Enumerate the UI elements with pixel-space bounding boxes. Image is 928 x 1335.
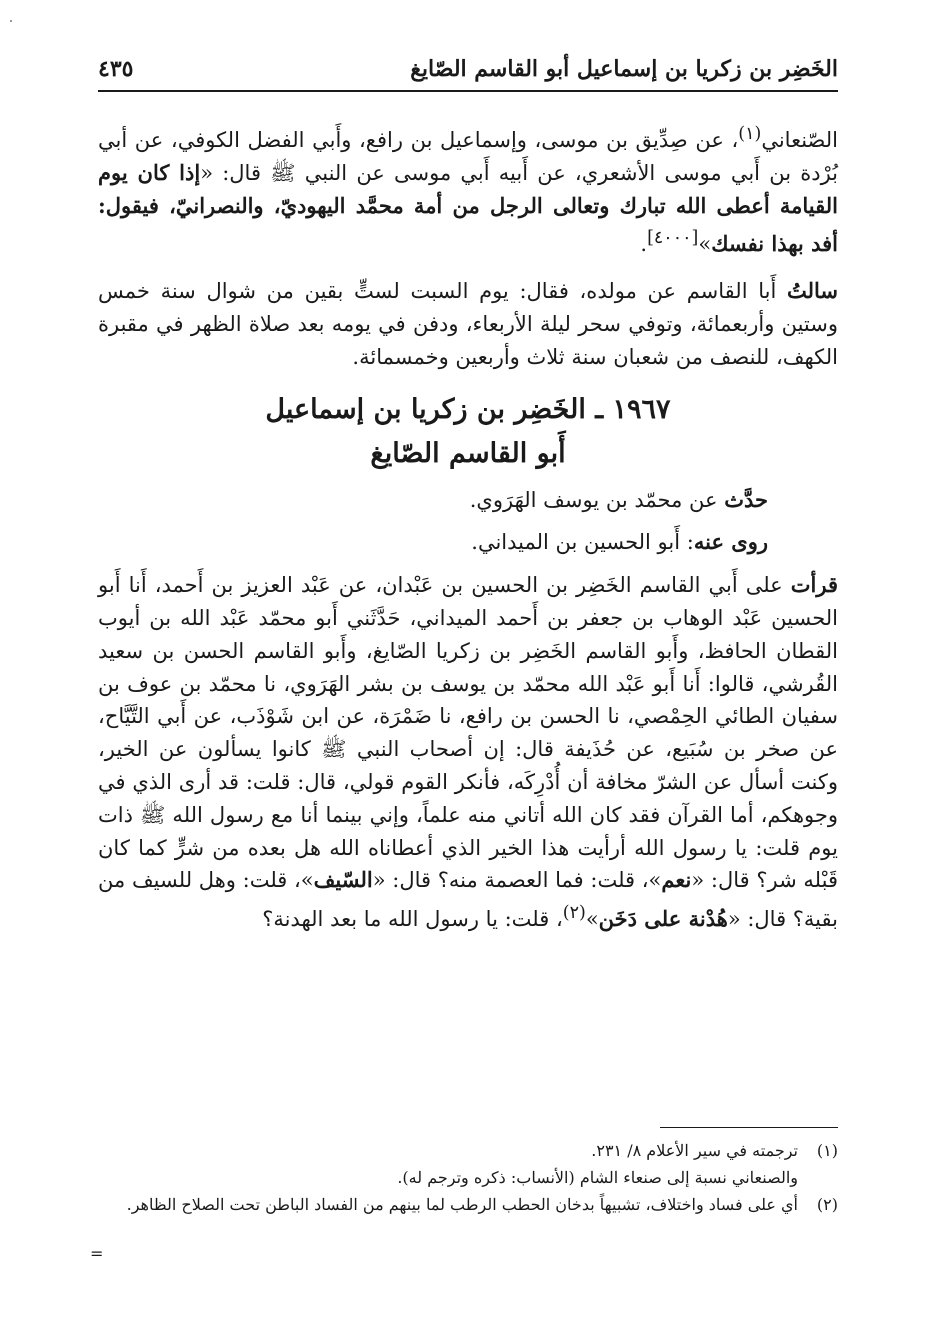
running-head: الخَضِر بن زكريا بن إسماعيل أبو القاسم الصّايغ <box>410 56 838 82</box>
footnote-ref: (٢) <box>562 903 586 924</box>
field-hadath <box>98 484 838 517</box>
footnote-text: ترجمته في سير الأعلام ٨/ ٢٣١. <box>591 1141 798 1160</box>
main-text <box>98 118 838 936</box>
text-run: »، قلت: فما العصمة منه؟ قال: « <box>372 868 662 893</box>
field-label: حدَّث <box>724 486 768 512</box>
lead-word: قرأت <box>790 572 838 598</box>
footnote-text: أي على فساد واختلاف، تشبيهاً بدخان الحطب الرطب لما بينهم من الفساد الباطن تحت الصلاح الظاهر. <box>126 1195 798 1214</box>
text-run: ، عن صِدِّيق بن موسى، وإسماعيل بن رافع، وأَبي الفضل الكوفي، عن أبي بُرْدة بن أَبي موسى الأشعري، عن أَبيه أَبي موسى عن النبي ﷺ قال: « <box>98 128 839 185</box>
page-number: ٤٣٥ <box>98 56 134 82</box>
footnote-2 <box>98 1191 838 1218</box>
text-run: ، قلت: يا رسول الله ما بعد الهدنة؟ <box>262 907 563 932</box>
page-header <box>98 52 838 92</box>
quote-bold: هُدْنة على دَخَن <box>598 906 728 932</box>
text-run: » <box>585 907 599 932</box>
text-run: أَبا القاسم عن مولده، فقال: يوم السبت لستٍّ بقين من شوال سنة خمس وستين وأربعمائة، وتوفي سحر ليلة الأربعاء، ودفن في يومه بعد صلاة الظهر في مقبرة الكهف، للنصف من شعبان سنة ثلاث وأربعين وخمسمائة. <box>98 279 838 369</box>
field-value: عن محمّد بن يوسف الهَرَوي. <box>469 487 725 512</box>
scan-speck <box>10 20 12 22</box>
lead-word: سالتُ <box>786 278 838 304</box>
text-run: الصّنعاني <box>761 128 838 152</box>
field-rawa <box>98 526 838 559</box>
footnote-1 <box>98 1137 838 1164</box>
quote-bold: نعم <box>661 867 692 893</box>
entry-title-line-2: أَبو القاسم الصّايغ <box>370 437 566 469</box>
footnote-separator <box>660 1127 838 1128</box>
quote-bold: السّيف <box>313 867 373 893</box>
footnote-ref: (١) <box>738 124 762 144</box>
footnote-number: (١) <box>816 1141 838 1160</box>
text-run: »، قلت: وهل للسيف من بقية؟ قال: « <box>98 868 838 932</box>
text-run: على أَبي القاسم الخَضِر بن الحسين بن عَبْدان، عن عَبْد العزيز بن أَحمد، أَنا أَبو الحسين عَبْد الوهاب بن جعفر بن أَحمد الميداني، حَدَّثَني أَبو محمّد عَبْد الله بن أيوب القطان الحافظ، وأَبو القاسم الخَضِر بن زكريا الصّايغ، وأَبو القاسم الحسن بن سعيد القُرشي، قالوا: أَنا أَبو عَبْد الله محمّد بن يوسف بن بشر الهَرَوي، نا محمّد بن عوف بن سفيان الطائي الحِمْصي، نا الحسن بن رافع، نا ضَمْرَة، عن ابن شَوْذَب، عن أَبي التَّيَّاح، عن صخر بن سُبَيع، عن حُذَيفة قال: إن أصحاب النبي ﷺ كانوا يسألون عن الخير، وكنت أسأل عن الشرّ مخافة أن أُدْرِكَه، فأنكر القوم قولي، قال: قلت: قد أرى الذي في وجوهكم، أما القرآن فقد كان الله أتاني منه علماً، وإني بينما أنا مع رسول الله ﷺ ذات يوم قلت: يا رسول الله أرأيت هذا الخير الذي أعطاناه الله هل بعده من شرٍّ كما كان قَبْله شر؟ قال: « <box>98 573 839 893</box>
hadith-number: [٤٠٠٠] <box>647 228 699 249</box>
entry-title-line-1: ١٩٦٧ ـ الخَضِر بن زكريا بن إسماعيل <box>265 393 671 425</box>
continuation-mark: = <box>90 1244 104 1263</box>
text-run: . <box>640 232 648 257</box>
field-label: روى عنه <box>693 529 768 555</box>
paragraph-birth-death <box>98 275 838 373</box>
paragraph-hadith-1 <box>98 118 838 261</box>
paragraph-isnad <box>98 569 838 936</box>
footnotes <box>98 1137 838 1218</box>
text-run: » <box>698 232 712 257</box>
entry-title <box>98 388 838 476</box>
hadith-quote: إذا كان يوم القيامة أعطى الله تبارك وتعالى الرجل من أمة محمَّد اليهوديّ، والنصرانيّ، فيقول: أفد بهذا نفسك <box>98 159 838 257</box>
footnote-number: (٢) <box>816 1195 838 1214</box>
footnote-1-continuation: والصنعاني نسبة إلى صنعاء الشام (الأنساب: ذكره وترجم له). <box>397 1168 798 1187</box>
field-value: : أَبو الحسين بن الميداني. <box>471 530 694 555</box>
